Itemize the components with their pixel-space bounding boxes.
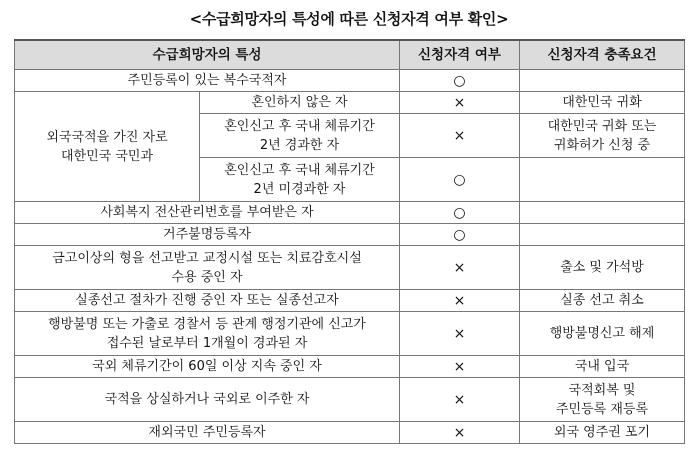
trait-cell: 주민등록이 있는 복수국적자: [15, 70, 400, 92]
page-title: <수급희망자의 특성에 따른 신청자격 여부 확인>: [189, 10, 509, 28]
trait-cell: 국외 체류기간이 60일 이상 지속 중인 자: [15, 356, 400, 378]
requirement-cell: 실종 선고 취소: [520, 290, 685, 312]
eligible-cell: ×: [400, 114, 520, 158]
requirement-cell: [520, 224, 685, 246]
eligible-cell: ×: [400, 246, 520, 290]
table-row: [15, 246, 685, 290]
table-row: [15, 92, 685, 114]
table-row: [15, 70, 685, 92]
eligible-cell: ×: [400, 312, 520, 356]
table-header-row: [15, 40, 685, 70]
trait-cell: 혼인신고 후 국내 체류기간 2년 미경과한 자: [200, 158, 400, 202]
eligible-cell: ○: [400, 70, 520, 92]
table-row: [15, 290, 685, 312]
eligible-cell: ×: [400, 290, 520, 312]
trait-cell: 혼인신고 후 국내 체류기간 2년 경과한 자: [200, 114, 400, 158]
requirement-cell: 국적회복 및 주민등록 재등록: [520, 378, 685, 422]
eligibility-table: [14, 39, 685, 444]
trait-cell: 혼인하지 않은 자: [200, 92, 400, 114]
requirement-cell: [520, 158, 685, 202]
requirement-cell: 행방불명신고 해제: [520, 312, 685, 356]
requirement-cell: 국내 입국: [520, 356, 685, 378]
table-row: [15, 312, 685, 356]
requirement-cell: [520, 202, 685, 224]
trait-cell: 재외국민 주민등록자: [15, 422, 400, 444]
header-eligible: 신청자격 여부: [400, 40, 520, 70]
eligible-cell: ×: [400, 422, 520, 444]
trait-cell: 거주불명등록자: [15, 224, 400, 246]
table-row: [15, 422, 685, 444]
header-trait: 수급희망자의 특성: [15, 40, 400, 70]
eligible-cell: ×: [400, 378, 520, 422]
eligible-cell: ○: [400, 202, 520, 224]
foreign-group-cell: 외국국적을 가진 자로 대한민국 국민과: [15, 92, 200, 202]
requirement-cell: 출소 및 가석방: [520, 246, 685, 290]
eligible-cell: ×: [400, 356, 520, 378]
trait-cell: 행방불명 또는 가출로 경찰서 등 관계 행정기관에 신고가 접수된 날로부터 1개월이 경과된 자: [15, 312, 400, 356]
trait-cell: 금고이상의 형을 선고받고 교정시설 또는 치료감호시설 수용 중인 자: [15, 246, 400, 290]
header-requirement: 신청자격 충족요건: [520, 40, 685, 70]
table-row: [15, 202, 685, 224]
trait-cell: 사회복지 전산관리번호를 부여받은 자: [15, 202, 400, 224]
requirement-cell: 대한민국 귀화 또는 귀화허가 신청 중: [520, 114, 685, 158]
trait-cell: 국적을 상실하거나 국외로 이주한 자: [15, 378, 400, 422]
requirement-cell: 외국 영주권 포기: [520, 422, 685, 444]
requirement-cell: 대한민국 귀화: [520, 92, 685, 114]
table-row: [15, 356, 685, 378]
table-row: [15, 224, 685, 246]
table-row: [15, 378, 685, 422]
eligible-cell: ○: [400, 224, 520, 246]
trait-cell: 실종선고 절차가 진행 중인 자 또는 실종선고자: [15, 290, 400, 312]
requirement-cell: [520, 70, 685, 92]
eligible-cell: ×: [400, 92, 520, 114]
eligible-cell: ○: [400, 158, 520, 202]
